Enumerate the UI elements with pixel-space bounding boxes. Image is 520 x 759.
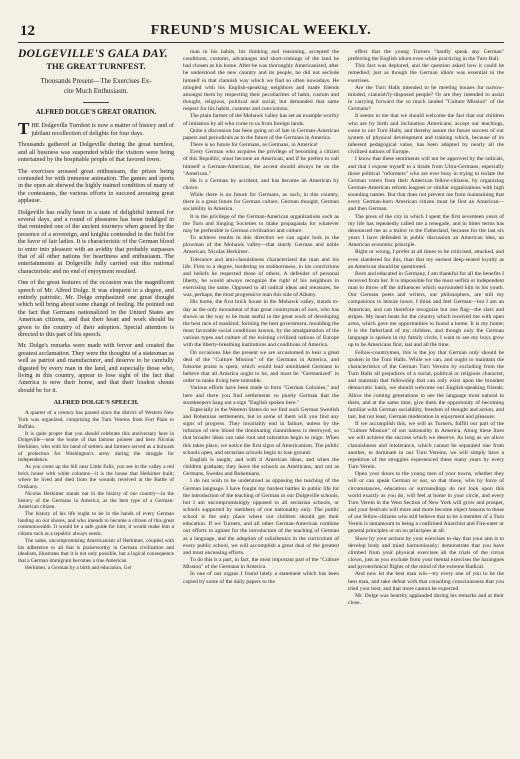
paragraph: He is a German by accident, and has become an American by choice.: [183, 177, 339, 191]
oration-title: ALFRED DOLGE'S GREAT ORATION.: [35, 109, 157, 117]
paragraph: To achieve results in this direction we can again look to the plowman of the Mohawk valley—that sturdy German and noble American, Nicolas Herkimer.: [183, 235, 339, 256]
paragraph: Born and educated in Germany, I am thankful for all the benefits I received from her. It is impossible for the most selfish or independent man to throw off the influences which surrounded him in his youth. Our German poets and writers, our philosophers, are still my companions in leisure hours. I think and feel German—but I am an American, and can therefore recognize but one flag—the stars and stripes. My heart beats for the country which received me with open arms, which gave me opportunities to found a home. It is my home; it is the fatherland of my children, and though only the German language is spoken in my family circle, I want to see my boys grow up to be Americans first, last and all the time.: [348, 270, 504, 349]
article-subtitle: THE GREAT TURNFEST.: [46, 61, 146, 72]
paragraph: And now let the best man win—try every one of you to be the best man, and take defeat with that consoling consciousness that you tried your best, and that more cannot be expected.: [348, 571, 504, 592]
paragraph: To do this is a part, in fact, the most important part of the "Culture Mission" of the Germans in America.: [183, 557, 339, 571]
paragraph: Fellow-countrymen, this is the joy that German only should be spoken in the Turn Halls. While we can, and ought to maintain the characteristics of the German Turn Vereins by excluding from the Turn Halls all prejudices of a social, political or religious character, and maintain that fellowship that can only exist upon the broadest democratic basis, we should welcome our English-speaking friends. Allow the coming generations to use the language most natural to them, and at the same time, give them the opportunity of becoming familiar with German sociability, freedom of thought and action, and last, but not least, German moderation in enjoyment and pleasure.: [348, 349, 504, 420]
paragraph: Quite a discussion has been going on of late in German-American papers and periodicals as to the future of the Germans in America.: [183, 127, 339, 141]
paragraph: It is the privilege of the German-American organizations such as the Turn and Singing Societies to make propaganda for whatever may be preferable in German civilization and culture.: [183, 213, 339, 234]
paragraph: Nicolas Herkimer stands out in the history of our country—in the history of the Germans in America, as the best type of a German-American citizen.: [18, 490, 174, 511]
paragraph: I do not wish to be understood as opposing the teaching of the German language. I have fought my hardest battles in public life for the introduction of the teaching of German in our Dolgeville schools, but I am uncompromisingly opposed to all sectarian schools, or schools supported by members of one nationality only. The public school is the only place where our children should get their education. If we Turners, and all other German-American combine our efforts to agitate for the introduction of the teaching of German as a language, and the adoption of calisthenics in the curriculum of every public school, we will accomplish a great deal of the greatest and most unceasing efforts.: [183, 478, 339, 556]
article-deck-2: cite Much Enthusiasm.: [63, 86, 129, 95]
paragraph: Dolgeville has really been in a state of delightful turmoil for several days, and a round of pleasures has been indulged in that reminded one of the ancient tourneys when graced by the presence of a sovereign, and knights contended in the field for the favor of fair ladies. It is characteristic of the German blood to enter into pleasure with an avidity that probably surpasses that of all other nations for heartiness and enthusiasm. The entertainments at Dolgeville fully carried out this national characteristic and no end of enjoyment resulted.: [18, 208, 174, 275]
paragraph: The plain farmer of the Mohawk valley has set an example worthy of imitation by all who come to us from foreign lands.: [183, 113, 339, 127]
column-3: [348, 49, 504, 749]
paragraph: THE Dolgeville Turnfest is now a matter of history and of jubilant recollection of delights for four days.: [18, 119, 174, 139]
paragraph: If we accomplish this, we will as Turners, fulfill our part of the "Culture Mission" of our nationality in America. Along these lines we will achieve the success which we deserve. As long as we allow clannishness and intolerance, which cannot be separated one from another, to dominate in our Turn Vereins, we will simply have a repetition of the struggles experienced these many years by every Turn Verein.: [348, 421, 504, 471]
paragraph: Tolerance and anti-clannishness characterized the man and his life. Firm to a degree, bordering on stubbornness, in his convictions and beliefs he respected those of others. A defender of personal liberty, he would always recognize the right of his neighbors in exercising the same. Opposed to all radical ideas and measures, he was, perhaps, the most progressive man this side of Albany.: [183, 256, 339, 299]
speech-body: [18, 410, 174, 571]
paragraph: Herkimer, a German by a birth and education, Ger: [25, 564, 132, 571]
paragraph: A quarter of a century has passed since the district of Western New York was organized, comprising the Turn Vereins from Fort Plain to Buffalo.: [18, 410, 174, 430]
paragraph: As you come up the hill near Little Falls, you see in the valley a red brick house with white columns—it is the house that Herkimer built; where he lived and died from the wounds received at the Battle of Oriskany.: [18, 464, 174, 491]
paragraph: Various efforts have been made to form "German Colonies," and here and there you find settlements so purely German that the storekeepers hang out a sign "English spoken here.": [183, 385, 339, 406]
paragraph: Especially in the Western States do we find such German Swedish and Bohemian settlements, but in some of them will you find any signs of progress. They invariably end in failure, unless by the infusion of new blood the dominating clannishness is destroyed, so that broader ideas can take root and toleration begin to reign. When this takes place, we notice the first signs of Americanism. The public schools open, and sectarian schools begin to lose ground.: [183, 406, 339, 456]
paragraph: On occasions like the present we are accustomed to hear a great deal of the "Culture Mission" of the Germans in America, and fulsome praise is spent, which would lead uninitiated Germans to believe that all America ought to be, and must be "Germanized" in order to make living here tolerable.: [183, 349, 339, 385]
divider: [83, 102, 109, 103]
paragraph: The press of the city in which I spent the first seventeen years of my life has repeatedly called me a renegade, and in bitter terms has denounced me as a traitor to the Fatherland, because for the last six years I have defended in public discussion an American idea, an American economic principle.: [348, 213, 504, 249]
paragraph: His home, the first brick house in the Mohawk valley, stands to-day as the only monument of that great countryman of ours, who has shown us the way to be most useful in the great work of developing the best race of mankind; forming the best government, moulding the most favorable social conditions known, by the amalgamation of the various types and culture of the existing civilized nations of Europe with the liberty-breathing institutions and conditions of America.: [183, 299, 339, 349]
page-number: 12: [20, 23, 35, 39]
masthead: FREUND'S MUSICAL WEEKLY.: [150, 23, 372, 38]
paragraph: There is no future for Germans, as Germans, in America!: [190, 142, 318, 149]
paragraph: The exercises aroused great enthusiasm, the prizes being contended for with immense animation. The games and sports in the open air showed the highly trained condition of many of the contestants, the various efforts to succeed arousing great applause.: [18, 167, 174, 205]
paragraph: Mr. Dolge's remarks were made with fervor and created the greatest acclamation. They were the thoughts of a statesman as well as patriot and manufacturer, and deserve to be carefully digested by every man in the land, and especially those who, living in this country, appear to lose sight of the fact that America is now their home, and that their loudest shouts should be for it.: [18, 342, 174, 394]
page-header: [18, 22, 504, 43]
paragraph: Mr. Dolge was heartily applauded during his remarks and at their close.: [348, 592, 504, 607]
paragraph: It is quite proper that you should celebrate this anniversary here in Dolgeville—near the home of that famous pioneer and hero Nicolas Herkimer, who with his band of settlers and farmers served as a bulwark of protection for Washington's army during the struggle for independence.: [18, 430, 174, 464]
paragraph: I know that these sentiments will not be approved by the radicals, and that I expose myself to a tirade from Ultra-Germans, especially those political "reformers" who are ever busy in trying to isolate the German voters from their American fellow-citizens, by organizing German-American reform leagues or similar organizations with high sounding names. But that does not prevent me from maintaining that every German-born American citizen must be first an American—and then German.: [348, 156, 504, 213]
lead-body: [18, 119, 174, 394]
paragraph: Thousands gathered at Dolgeville during the great turnfest, and all business was suspended while the visitors were being entertained by the hospitable people of that favored town.: [18, 141, 174, 164]
column-2: [183, 49, 339, 749]
paragraph: Open your doors to the young men of your towns, whether they will or can speak German or not, so that those, who by force of circumstances, education or surroundings do not look upon this world exactly as you do, will feel at home in your circle, and every Turn Verein in the West Section of New York will grow and prosper, and your festivals will more and more become object lessons to those of our fellow-citizens who still believe that to be a member of a Turn Verein is tantamount to being a confirmed Anarchist and Fire-eater or general principles or on no principles at all.: [348, 471, 504, 535]
paragraph: effect that the young Turners "hardly speak any German" preferring the English idiom even while practicing in the Turn Hall.: [348, 49, 504, 63]
paragraph: One of the great features of the occasion was the magnificent speech of Mr. Alfred Dolge. It was eloquent to a degree, and entirely patriotic. Mr. Dolge emphasized one great thought which will bring about some change of feeling. He pointed out the fact that Germans nationalized in the United States are American citizens, and that their heart and work should be given to the country of their adoption. Special attention is directed to this part of his speech.: [18, 279, 174, 339]
paragraph: This fact was deplored, and the question asked how it could be remedied; just as though the German idiom was essential to the exercises.: [348, 63, 504, 84]
column-1: [18, 49, 174, 749]
paragraph: The same, uncompromising Americanism of Herkimer, coupled with his adherence to all that is praiseworthy in German civilization and idealism, illustrates that it is not only possible, but a logical consequence that a German immigrant becomes a true American.: [18, 537, 174, 564]
paragraph: Show by your actions by your exercises to-day that your aim is to develop body and mind harmoniously; demonstrate that you have climbed from your physical exercises all the trials of the circus clown, just as you exclude from your mental exercises the harangues and pyrotechnical flights of the mind of the extreme Radical.: [348, 535, 504, 571]
paragraph: Are the Turn Halls intended to be meeting houses for narrow-minded, clannish'ly-disposed people? Or are they intended to assist in carrying forward the so much lauded "Culture Mission" of the Germans?: [348, 84, 504, 113]
article-title: DOLGEVILLE'S GALA DAY.: [18, 49, 168, 60]
paragraph: Right or wrong, I prefer at all times to be criticised, attacked, and even slandered for this, than that my earnest deep-seated loyalty as an American should be questioned.: [348, 249, 504, 270]
paragraph: It seems to me that we should welcome the fact that our children who are by birth and inclination Americans, accept our teachings, come to our Turn Halls, and thereby assure the future success of our system of physical development and training which, because of its inherent pedagogical value, has been adopted by nearly all the civilized nations of Europe.: [348, 113, 504, 156]
article-deck-1: Thousands Present—The Exercises Ex-: [40, 77, 152, 86]
paragraph: English is taught, and with it American ideas, and when the children graduate, they leave the schools as Americans, and not as Germans, Swedes and Bohemians.: [183, 456, 339, 478]
drop-cap: T: [18, 119, 30, 139]
paragraph: man in his habits, his thinking and reasoning, accepted the conditions, customs, advantages and short-comings of the land he had chosen as his home. After he was thoroughly Americanized, after he understood the new country and its people, he did not seclude himself in that clannish way which we find so often nowadays. He mingled with his English-speaking neighbors and made friends amongst them by respecting their peculiarities of habit, custom and thought, religious, political and social, but demanded that same respect for his habits, customs and convictions.: [183, 49, 339, 113]
article-columns: [18, 49, 504, 749]
speech-heading: ALFRED DOLGE'S SPEECH.: [53, 399, 139, 407]
paragraph: The history of his life ought to be in the hands of every German landing on our shores, and who intends to become a citizen of this great commonwealth. It would be a safe guide for him; it would make him a citizen such as a republic always needs.: [18, 510, 174, 538]
paragraph: While there is no future for Germans, as such, in this country, there is a great future for German culture, German thought, German sociability in America.: [183, 192, 339, 213]
paragraph: Every German who acquires the privilege of becoming a citizen of this Republic, must become an American, and if he prefers to call himself a German-American, the accent should always be on the "American.": [183, 149, 339, 177]
paragraph: In one of our organs I found lately a statement which has been copied by some of the daily papers to the: [183, 571, 339, 585]
